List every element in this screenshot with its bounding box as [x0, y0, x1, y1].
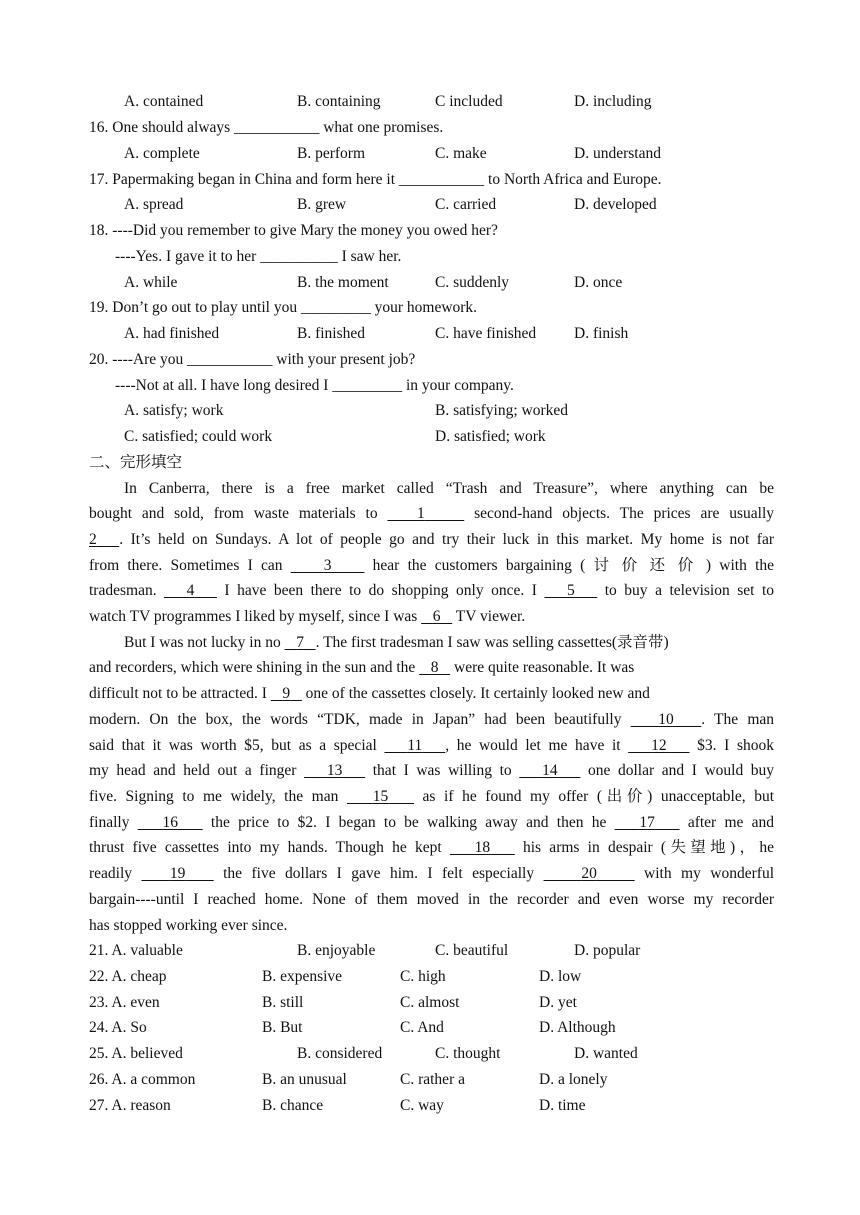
passage-line: has stopped working ever since.: [89, 917, 288, 934]
q22-option-c: C. high: [400, 968, 446, 985]
q25-option-d: D. wanted: [574, 1045, 638, 1062]
passage-line: modern. On the box, the words “TDK, made in Japan” had been beautifully 10 . The man: [89, 711, 775, 728]
q17-option-a: A. spread: [124, 196, 184, 213]
q17-option-c: C. carried: [435, 196, 497, 213]
q17-option-b: B. grew: [297, 196, 347, 213]
blank-20: 20: [581, 865, 597, 882]
q17-stem: 17. Papermaking began in China and form here it ___________ to North Africa and Europe.: [89, 171, 662, 188]
blank-14: 14: [542, 762, 558, 779]
passage-line: difficult not to be attracted. I 9 one of the cassettes closely. It certainly looked new and: [89, 685, 650, 702]
q16-option-a: A. complete: [124, 145, 200, 162]
q22-option-a: 22. A. cheap: [89, 968, 167, 985]
q19-option-c: C. have finished: [435, 325, 537, 342]
q18-option-a: A. while: [124, 274, 178, 291]
blank-8: 8: [430, 659, 439, 676]
q26-option-a: 26. A. a common: [89, 1071, 196, 1088]
q15-option-a: A. contained: [124, 93, 204, 110]
passage-line: and recorders, which were shining in the sun and the 8 were quite reasonable. It was: [89, 659, 635, 676]
blank-13: 13: [326, 762, 343, 779]
q21-option-d: D. popular: [574, 942, 641, 959]
q23-option-c: C. almost: [400, 994, 460, 1011]
q15-option-b: B. containing: [297, 93, 381, 110]
q19-option-a: A. had finished: [124, 325, 220, 342]
blank-17: 17: [639, 814, 655, 831]
blank-7: 7: [296, 634, 304, 651]
q21-option-b: B. enjoyable: [297, 942, 376, 959]
passage-line: said that it was worth $5, but as a special 11 , he would let me have it 12 $3. I shook: [89, 737, 774, 754]
q18-option-d: D. once: [574, 274, 623, 291]
q26-option-d: D. a lonely: [539, 1071, 608, 1088]
blank-18: 18: [474, 839, 491, 856]
passage-line: readily 19 the five dollars I gave him. I felt especially 20 with my wonderful: [89, 865, 775, 882]
q22-option-b: B. expensive: [262, 968, 343, 985]
q20-option-d: D. satisfied; work: [435, 428, 546, 445]
passage-line: bought and sold, from waste materials to 1 second-hand objects. The prices are usually: [89, 505, 775, 522]
blank-4: 4: [186, 582, 195, 599]
q24-option-d: D. Although: [539, 1019, 616, 1036]
section-title: 二、完形填空: [89, 454, 183, 471]
passage-line: finally 16 the price to $2. I began to be walking away and then he 17 after me and: [89, 814, 775, 831]
q26-option-b: B. an unusual: [262, 1071, 347, 1088]
q23-option-d: D. yet: [539, 994, 577, 1011]
blank-3: 3: [323, 557, 332, 574]
blank-1: 1: [417, 505, 425, 522]
q23-option-a: 23. A. even: [89, 994, 160, 1011]
q20-stem: 20. ----Are you ___________ with your present job?: [89, 351, 416, 368]
q25-option-a: 25. A. believed: [89, 1045, 183, 1062]
q25-option-c: C. thought: [435, 1045, 501, 1062]
blank-15: 15: [372, 788, 389, 805]
passage-line: my head and held out a finger 13 that I was willing to 14 one dollar and I would buy: [89, 762, 775, 779]
q24-option-b: B. But: [262, 1019, 303, 1036]
q19-option-d: D. finish: [574, 325, 629, 342]
q26-option-c: C. rather a: [400, 1071, 465, 1088]
q16-option-b: B. perform: [297, 145, 366, 162]
q19-stem: 19. Don’t go out to play until you _________ your homework.: [89, 299, 478, 316]
q27-option-d: D. time: [539, 1097, 586, 1114]
blank-10: 10: [658, 711, 674, 728]
q24-option-c: C. And: [400, 1019, 444, 1036]
passage-line: But I was not lucky in no 7 . The first tradesman I saw was selling cassettes(录音带): [124, 634, 669, 651]
q27-option-c: C. way: [400, 1097, 444, 1114]
q27-option-b: B. chance: [262, 1097, 324, 1114]
q18-stem: 18. ----Did you remember to give Mary the money you owed her?: [89, 222, 498, 239]
q18-stem-reply: ----Yes. I gave it to her __________ I saw her.: [115, 248, 402, 265]
blank-11: 11: [407, 737, 423, 754]
q27-option-a: 27. A. reason: [89, 1097, 171, 1114]
q17-option-d: D. developed: [574, 196, 657, 213]
q21-option-c: C. beautiful: [435, 942, 509, 959]
blank-16: 16: [162, 814, 178, 831]
q16-option-d: D. understand: [574, 145, 661, 162]
q20-stem-reply: ----Not at all. I have long desired I _________ in your company.: [115, 377, 514, 394]
q16-stem: 16. One should always ___________ what one promises.: [89, 119, 444, 136]
blank-9: 9: [282, 685, 291, 702]
blank-12: 12: [651, 737, 667, 754]
q23-option-b: B. still: [262, 994, 304, 1011]
passage-line: watch TV programmes I liked by myself, since I was 6 TV viewer.: [89, 608, 526, 625]
passage-line: 2 . It’s held on Sundays. A lot of people go and try their luck in this market. My home is not far: [89, 531, 775, 548]
q18-option-c: C. suddenly: [435, 274, 510, 291]
blank-5: 5: [566, 582, 575, 599]
passage-line: thrust five cassettes into my hands. Though he kept 18 his arms in despair (失望地)，he: [89, 839, 775, 856]
q19-option-b: B. finished: [297, 325, 366, 342]
q25-option-b: B. considered: [297, 1045, 383, 1062]
blank-19: 19: [169, 865, 186, 882]
blank-6: 6: [432, 608, 441, 625]
q15-option-c: C included: [435, 93, 503, 110]
q20-option-b: B. satisfying; worked: [435, 402, 569, 419]
blank-2: 2: [89, 531, 97, 548]
q21-option-a: 21. A. valuable: [89, 942, 183, 959]
q16-option-c: C. make: [435, 145, 487, 162]
passage-line: In Canberra, there is a free market called “Trash and Treasure”, where anything can be: [124, 480, 774, 497]
passage-line: tradesman. 4 I have been there to do shopping only once. I 5 to buy a television set to: [89, 582, 775, 599]
q15-option-d: D. including: [574, 93, 652, 110]
passage-line: five. Signing to me widely, the man 15 as if he found my offer (出价) unacceptable, but: [89, 788, 775, 805]
passage-line: from there. Sometimes I can 3 hear the customers bargaining ( 讨 价 还 价 ) with the: [89, 557, 775, 574]
passage-line: bargain----until I reached home. None of them moved in the recorder and even worse my recorder: [89, 891, 774, 908]
q18-option-b: B. the moment: [297, 274, 389, 291]
q20-option-a: A. satisfy; work: [124, 402, 224, 419]
q22-option-d: D. low: [539, 968, 582, 985]
q20-option-c: C. satisfied; could work: [124, 428, 273, 445]
q24-option-a: 24. A. So: [89, 1019, 147, 1036]
